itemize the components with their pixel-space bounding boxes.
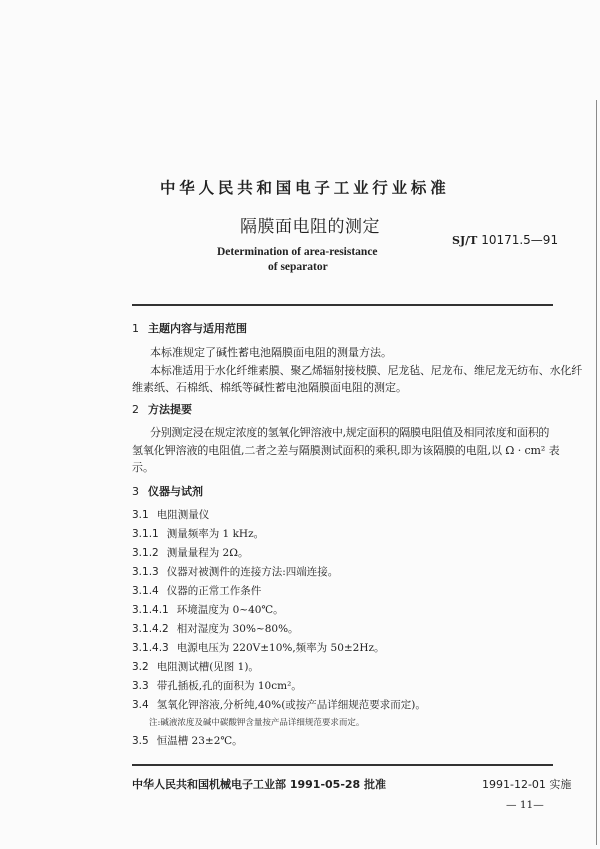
section-3-heading: 3 仪器与试剂 [132, 485, 203, 498]
effective-date-text: 1991-12-01 实施 [482, 778, 572, 791]
standard-org-header: 中华人民共和国电子工业行业标准 [160, 179, 450, 197]
section-2-paragraph: 氢氧化钾溶液的电阻值,二者之差与隔膜测试面积的乘积,即为该隔膜的电阻,以 Ω · cm² 表 [132, 444, 560, 457]
footer-divider [132, 764, 553, 766]
section-1-paragraph: 维素纸、石棉纸、棉纸等碱性蓄电池隔膜面电阻的测定。 [132, 381, 407, 394]
document-title-cn: 隔膜面电阻的测定 [240, 217, 380, 237]
list-item: 3.1.3 仪器对被测件的连接方法:四端连接。 [132, 566, 339, 578]
list-item: 3.2 电阻测试槽(见图 1)。 [132, 661, 259, 673]
standard-code-number: 10171.5—91 [481, 233, 559, 247]
list-item: 3.1.4.3 电源电压为 220V±10%,频率为 50±2Hz。 [132, 642, 385, 654]
header-divider [132, 304, 553, 306]
section-1-paragraph: 本标准规定了碱性蓄电池隔膜面电阻的测量方法。 [150, 346, 392, 359]
section-1-paragraph: 本标准适用于水化纤维素膜、聚乙烯辐射接枝膜、尼龙毡、尼龙布、维尼龙无纺布、水化纤 [150, 364, 582, 377]
section-2-paragraph: 分别测定浸在规定浓度的氢氧化钾溶液中,规定面积的隔膜电阻值及相同浓度和面积的 [150, 426, 550, 439]
list-item: 3.1.2 测量量程为 2Ω。 [132, 547, 249, 559]
approval-text: 中华人民共和国机械电子工业部 1991-05-28 批准 [132, 778, 387, 791]
list-item: 3.1 电阻测量仪 [132, 509, 210, 521]
section-1-heading: 1 主题内容与适用范围 [132, 322, 247, 335]
document-title-en-line1: Determination of area-resistance [217, 246, 378, 258]
list-item: 3.1.1 测量频率为 1 kHz。 [132, 528, 265, 540]
section-2-paragraph: 示。 [132, 461, 154, 474]
list-item: 3.3 带孔插板,孔的面积为 10cm²。 [132, 680, 302, 692]
list-item: 3.1.4.2 相对湿度为 30%~80%。 [132, 623, 299, 635]
list-item: 3.1.4 仪器的正常工作条件 [132, 585, 262, 597]
list-item: 3.4 氢氧化钾溶液,分析纯,40%(或按产品详细规范要求而定)。 [132, 699, 426, 711]
list-item: 3.5 恒温槽 23±2℃。 [132, 735, 243, 747]
list-item: 3.1.4.1 环境温度为 0~40℃。 [132, 604, 284, 616]
page-border [596, 100, 597, 845]
document-title-en-line2: of separator [268, 261, 328, 273]
section-2-heading: 2 方法提要 [132, 403, 192, 416]
page-number: — 11— [506, 799, 544, 811]
note-text: 注:碱液浓度及碱中碳酸钾含量按产品详细规范要求而定。 [149, 718, 365, 728]
standard-code [452, 233, 558, 247]
standard-code-prefix: SJ/T [452, 234, 478, 247]
